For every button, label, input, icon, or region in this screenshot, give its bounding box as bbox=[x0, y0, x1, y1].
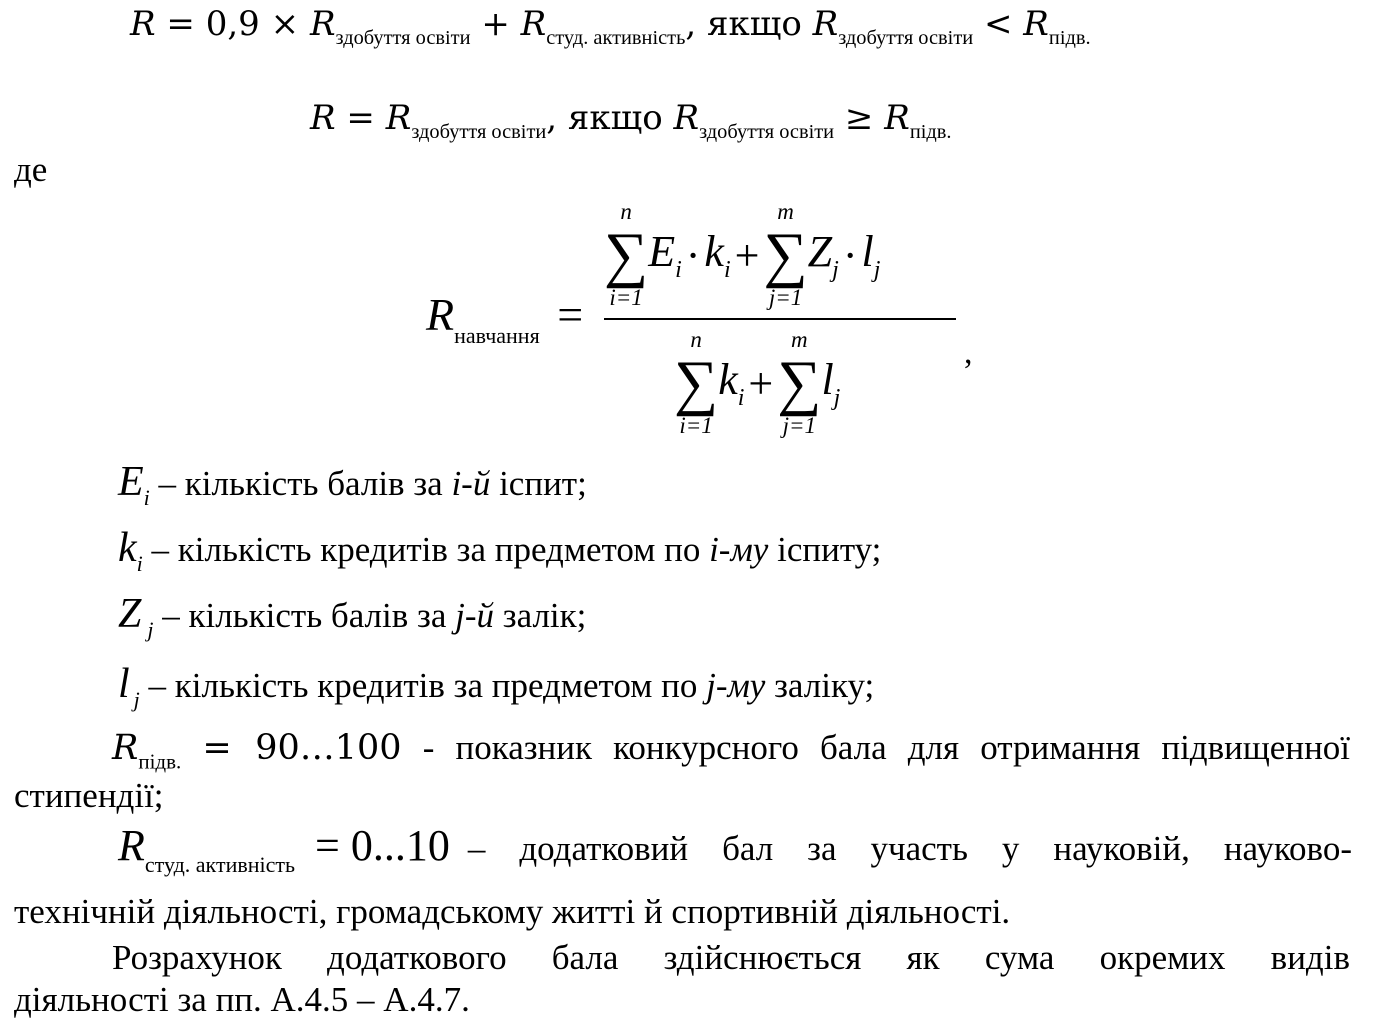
final-line-2: діяльності за пп. А.4.5 – А.4.7. bbox=[14, 980, 470, 1019]
pidv-text: - показник конкурсного бала для отримання підвищенної bbox=[422, 728, 1351, 767]
formula-1-eq: = bbox=[166, 4, 195, 44]
formula-1-r-edu-2: $R_{здобуття освіти}$ bbox=[812, 4, 974, 50]
den-term-l: $l_j$ bbox=[821, 355, 841, 411]
def-k-text: – кількість кредитів за предметом по bbox=[142, 530, 710, 569]
formula-1-coef: 0,9 bbox=[205, 4, 260, 44]
sub-pidv-2: підв. bbox=[909, 121, 952, 144]
def-z-ital: j-й bbox=[455, 596, 495, 635]
den-sum-i-lower: i=1 bbox=[679, 413, 713, 438]
sigma-icon: ∑ bbox=[674, 349, 719, 417]
def-k bbox=[118, 525, 882, 584]
den-sum-i bbox=[674, 328, 718, 438]
fraction-formula bbox=[0, 0, 1380, 460]
def-z-sym: Z $_j$ bbox=[118, 591, 154, 642]
den-sum-j-upper: m bbox=[791, 327, 808, 352]
def-k-post: іспиту; bbox=[768, 530, 882, 569]
numerator bbox=[604, 200, 880, 315]
def-l-text: – кількість кредитів за предметом по bbox=[139, 666, 707, 705]
activity-formula: $R_{студ. активність} = 0...10$ bbox=[118, 821, 450, 878]
den-sum-j-lower: j=1 bbox=[782, 413, 817, 438]
sub-act: студ. активність bbox=[546, 27, 686, 50]
sub-edu-3: здобуття освіти bbox=[411, 121, 547, 144]
sigma-icon: ∑ bbox=[777, 349, 822, 417]
def-z bbox=[118, 591, 587, 650]
sigma-icon: ∑ bbox=[763, 221, 808, 289]
sub-edu: здобуття освіти bbox=[335, 27, 471, 50]
formula-1-plus: + bbox=[481, 4, 510, 44]
formula-2-r-edu-2: $R_{здобуття освіти}$ bbox=[673, 98, 835, 144]
fraction-lhs bbox=[426, 290, 583, 361]
pidv-eq: = 90…100 bbox=[202, 728, 402, 768]
def-k-ital: i-му bbox=[709, 530, 769, 569]
fraction-trailing-comma: , bbox=[964, 334, 973, 371]
formula-1-r-pidv: $R_{підв.}$ bbox=[1023, 4, 1091, 50]
where-label: де bbox=[14, 150, 48, 189]
sub-edu-2: здобуття освіти bbox=[838, 27, 974, 50]
lhs-eq: = bbox=[557, 289, 584, 340]
num-sum-j bbox=[763, 200, 807, 310]
pidv-line-1 bbox=[112, 728, 1350, 781]
num-term-z: $Z_j$ bbox=[807, 227, 839, 283]
lhs-sub: навчання bbox=[454, 323, 540, 349]
final-line-1: Розрахунок додаткового бала здійснюється як сума окремих видів bbox=[112, 938, 1350, 977]
def-k-sym: $k_i$ bbox=[118, 525, 143, 576]
formula-2-r-edu: $R_{здобуття освіти}$ bbox=[385, 98, 547, 144]
num-plus: + bbox=[734, 230, 760, 280]
def-l-sym: l $_j$ bbox=[118, 661, 140, 712]
activity-line-2: технічній діяльності, громадському житті й спортивній діяльності. bbox=[14, 892, 1011, 931]
lhs-r: R bbox=[426, 289, 455, 340]
num-term-k: $k_i$ bbox=[704, 227, 731, 283]
formula-1-r-act: $R_{студ. активність}$ bbox=[520, 4, 686, 50]
sub-edu-4: здобуття освіти bbox=[699, 121, 835, 144]
def-l bbox=[118, 661, 875, 720]
def-e-ital: i-й bbox=[451, 464, 491, 503]
num-dot-1: · bbox=[685, 230, 701, 280]
num-term-l: $l_j$ bbox=[861, 227, 881, 283]
num-dot-2: · bbox=[842, 230, 858, 280]
def-e bbox=[118, 459, 587, 518]
formula-2-eq: = bbox=[346, 98, 375, 138]
activity-text: – додатковий бал за участь у науковій, науково- bbox=[467, 829, 1352, 868]
formula-2-ge: ≥ bbox=[844, 98, 874, 138]
num-term-e: $E_i$ bbox=[648, 227, 682, 283]
denominator bbox=[674, 328, 840, 443]
def-z-post: залік; bbox=[494, 596, 587, 635]
def-l-post: заліку; bbox=[765, 666, 875, 705]
formula-1-r-edu: $R_{здобуття освіти}$ bbox=[309, 4, 471, 50]
den-plus: + bbox=[748, 358, 774, 408]
den-sum-j bbox=[777, 328, 821, 438]
formula-2-r: R bbox=[310, 98, 336, 138]
pidv-r: $R_{підв.}$ bbox=[112, 728, 182, 774]
num-sum-j-upper: m bbox=[777, 199, 794, 224]
def-l-ital: j-му bbox=[706, 666, 766, 705]
num-sum-i-lower: i=1 bbox=[609, 285, 643, 310]
num-sum-i-upper: n bbox=[620, 199, 632, 224]
formula-1-if: , якщо bbox=[685, 4, 802, 44]
def-e-text: – кількість балів за bbox=[149, 464, 452, 503]
fraction-bar bbox=[604, 318, 956, 320]
den-sum-i-upper: n bbox=[690, 327, 702, 352]
den-term-k: $k_i$ bbox=[718, 355, 745, 411]
formula-1-lt: < bbox=[983, 4, 1013, 44]
def-e-sym: $E_i$ bbox=[118, 459, 150, 510]
num-sum-j-lower: j=1 bbox=[768, 285, 803, 310]
sigma-icon: ∑ bbox=[604, 221, 649, 289]
formula-1-times: × bbox=[270, 4, 300, 44]
def-z-text: – кількість балів за bbox=[153, 596, 456, 635]
sub-pidv: підв. bbox=[1048, 27, 1091, 50]
pidv-line-2: стипендії; bbox=[14, 776, 164, 815]
formula-2-if: , якщо bbox=[546, 98, 663, 138]
formula-1-r: R bbox=[130, 4, 156, 44]
activity-line-1 bbox=[118, 820, 1352, 878]
def-e-post: іспит; bbox=[490, 464, 587, 503]
formula-2-r-pidv: $R_{підв.}$ bbox=[884, 98, 952, 144]
num-sum-i bbox=[604, 200, 648, 310]
